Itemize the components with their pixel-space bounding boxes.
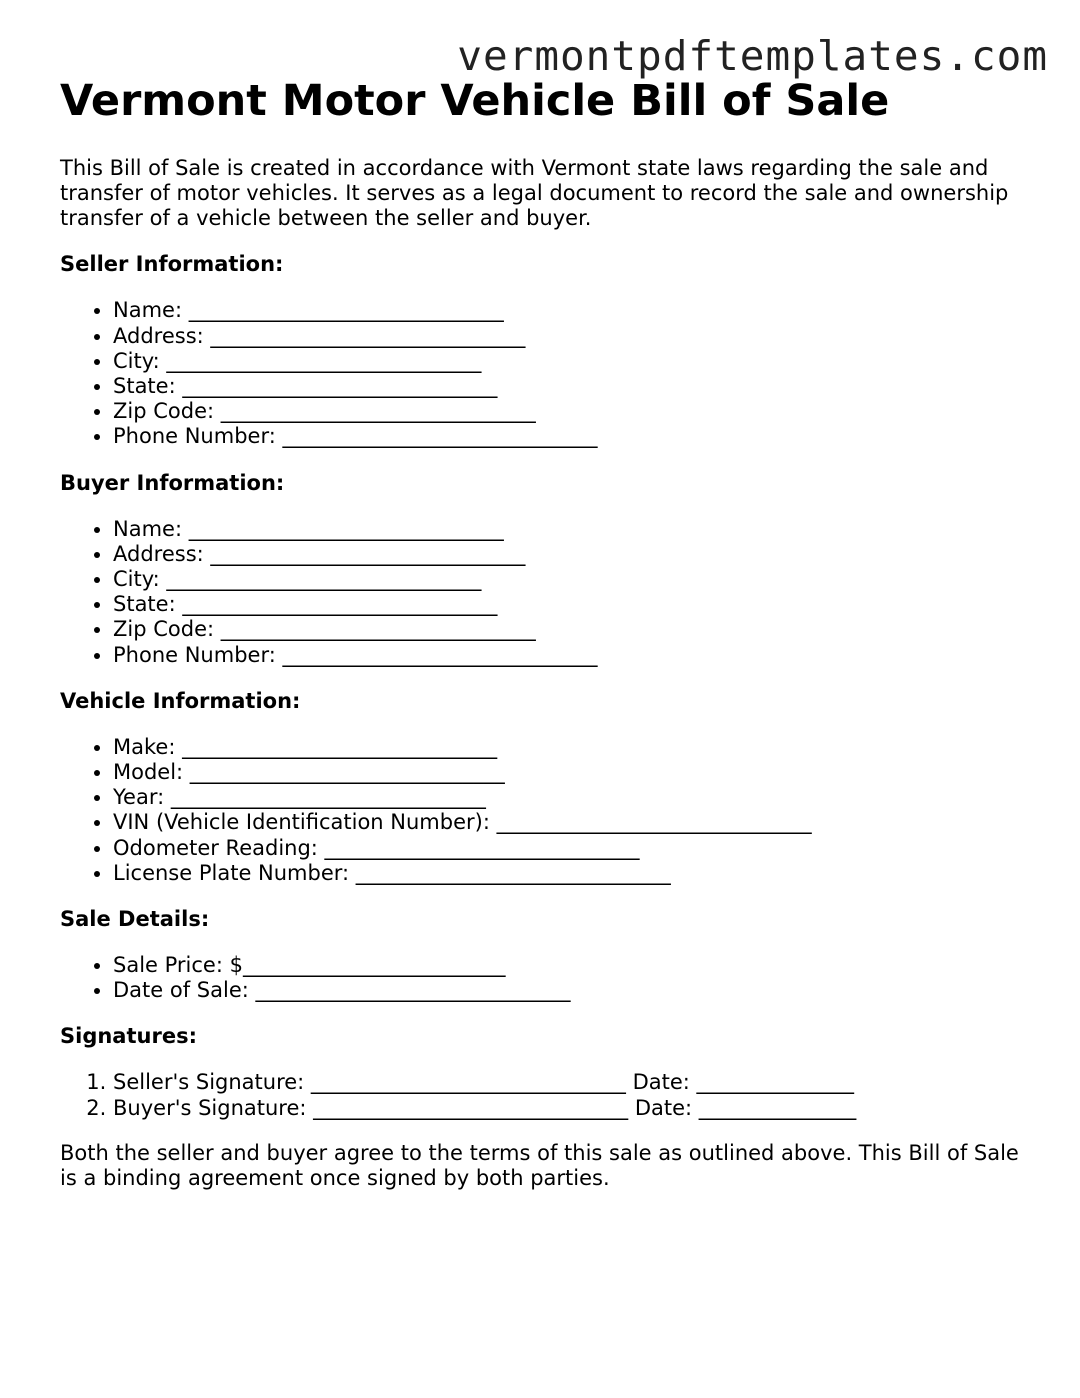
sale-price-field: • Sale Price: $_________________________ <box>113 953 1030 978</box>
vehicle-fields-list <box>60 735 1030 886</box>
buyer-zip-field: • Zip Code: ______________________________ <box>113 617 1030 642</box>
document-body <box>60 78 1030 1191</box>
intro-paragraph: This Bill of Sale is created in accordance with Vermont state laws regarding the sale and transfer of motor vehicles. It serves as a legal document to record the sale and ownership transfer of a vehicle between the seller and buyer. <box>60 156 1009 231</box>
sale-heading: Sale Details: <box>60 906 210 931</box>
closing-paragraph: Both the seller and buyer agree to the terms of this sale as outlined above. This Bill of Sale is a binding agreement once signed by both parties. <box>60 1140 1019 1190</box>
signatures-heading: Signatures: <box>60 1024 197 1049</box>
seller-city-field: • City: ______________________________ <box>113 349 1030 374</box>
buyer-fields-list <box>60 517 1030 668</box>
buyer-name-field: • Name: ______________________________ <box>113 517 1030 542</box>
seller-state-field: • State: ______________________________ <box>113 374 1030 399</box>
seller-fields-list <box>60 298 1030 449</box>
buyer-city-field: • City: ______________________________ <box>113 567 1030 592</box>
sale-date-field: • Date of Sale: ______________________________ <box>113 978 1030 1003</box>
vehicle-heading: Vehicle Information: <box>60 688 301 713</box>
buyer-address-field: • Address: ______________________________ <box>113 542 1030 567</box>
seller-zip-field: • Zip Code: ______________________________ <box>113 399 1030 424</box>
vehicle-year-field: • Year: ______________________________ <box>113 785 1030 810</box>
seller-phone-field: • Phone Number: ______________________________ <box>113 424 1030 449</box>
seller-heading: Seller Information: <box>60 252 284 277</box>
vehicle-odometer-field: • Odometer Reading: ______________________________ <box>113 836 1030 861</box>
signatures-list <box>60 1070 1030 1120</box>
vehicle-make-field: • Make: ______________________________ <box>113 735 1030 760</box>
document-title: Vermont Motor Vehicle Bill of Sale <box>60 76 890 126</box>
vehicle-model-field: • Model: ______________________________ <box>113 760 1030 785</box>
vehicle-plate-field: • License Plate Number: ______________________________ <box>113 861 1030 886</box>
site-watermark: vermontpdftemplates.com <box>457 32 1048 80</box>
buyer-phone-field: • Phone Number: ______________________________ <box>113 643 1030 668</box>
buyer-signature-line: 2. Buyer's Signature: ______________________________ Date: _______________ <box>113 1096 1030 1121</box>
buyer-heading: Buyer Information: <box>60 470 285 495</box>
vehicle-vin-field: • VIN (Vehicle Identification Number): ______________________________ <box>113 810 1030 835</box>
seller-address-field: • Address: ______________________________ <box>113 324 1030 349</box>
sale-fields-list <box>60 953 1030 1003</box>
seller-name-field: • Name: ______________________________ <box>113 298 1030 323</box>
seller-signature-line: 1. Seller's Signature: ______________________________ Date: _______________ <box>113 1070 1030 1095</box>
buyer-state-field: • State: ______________________________ <box>113 592 1030 617</box>
